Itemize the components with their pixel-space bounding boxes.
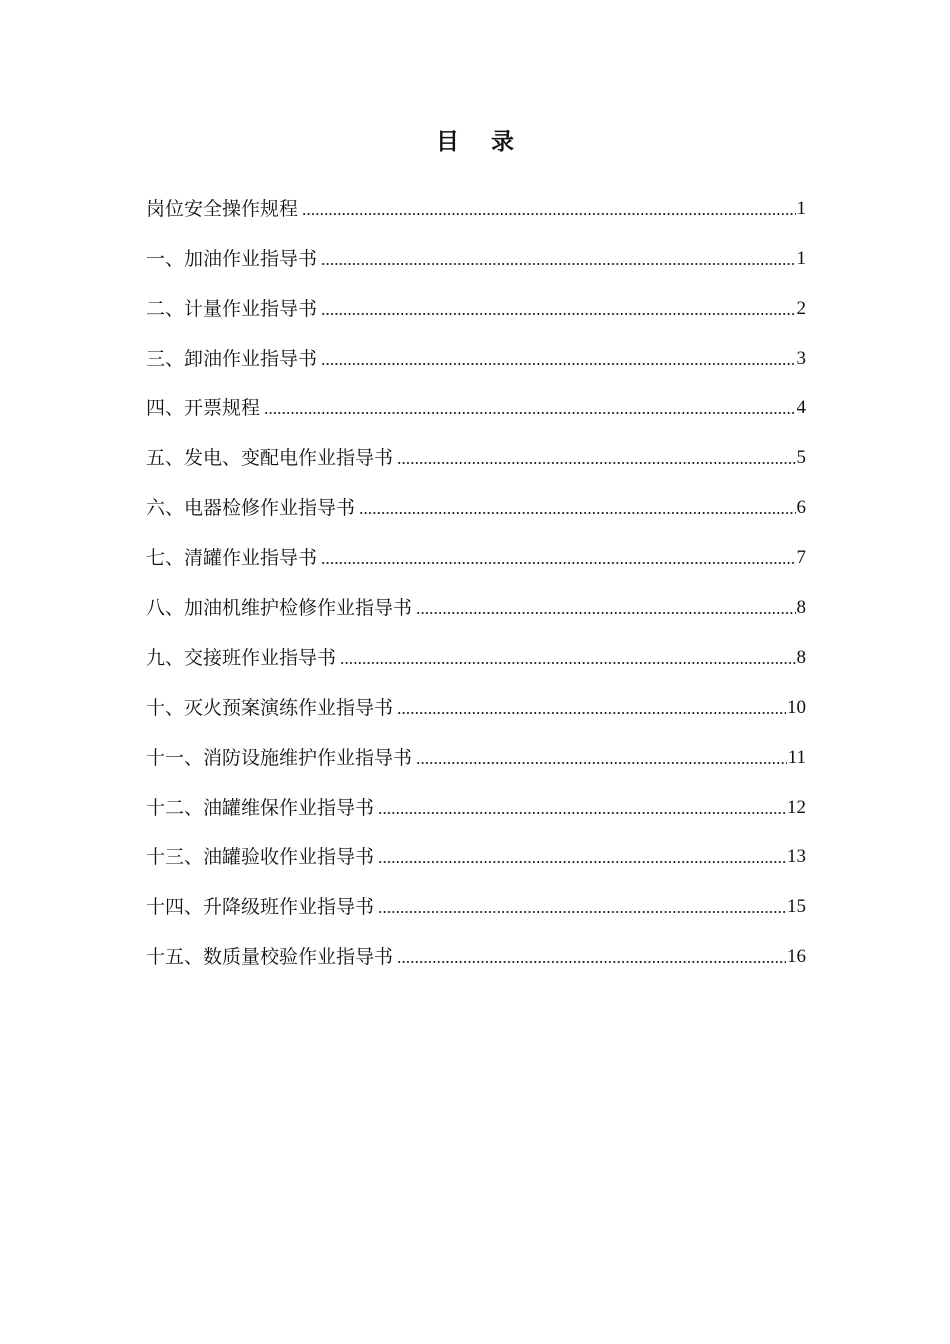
- dot-leader: [378, 852, 786, 864]
- dot-leader: [397, 952, 786, 964]
- dot-leader: [321, 354, 795, 366]
- toc-entry-label: 十、灭火预案演练作业指导书: [146, 696, 394, 719]
- toc-entry-page: 10: [787, 696, 806, 718]
- toc-entry[interactable]: [146, 426, 806, 476]
- toc-entry[interactable]: [146, 925, 806, 975]
- toc-entry[interactable]: [146, 826, 806, 876]
- toc-entry-label: 二、计量作业指导书: [146, 297, 318, 320]
- dot-leader: [359, 503, 795, 515]
- toc-entry[interactable]: [146, 277, 806, 327]
- toc-entry[interactable]: [146, 626, 806, 676]
- toc-entry-page: 7: [796, 547, 806, 569]
- dot-leader: [397, 703, 786, 715]
- dot-leader: [321, 304, 795, 316]
- toc-entry-page: 8: [796, 646, 806, 668]
- toc-entry-page: 1: [796, 247, 806, 269]
- toc-entry-label: 岗位安全操作规程: [146, 197, 299, 220]
- toc-entry-label: 十二、油罐维保作业指导书: [146, 796, 375, 819]
- toc-entry-label: 七、清罐作业指导书: [146, 547, 318, 570]
- toc-entry[interactable]: [146, 526, 806, 576]
- toc-entry-page: 13: [787, 846, 806, 868]
- toc-entry-page: 3: [796, 347, 806, 369]
- dot-leader: [264, 403, 795, 415]
- toc-entry-label: 八、加油机维护检修作业指导书: [146, 597, 413, 620]
- toc-entry-page: 8: [796, 597, 806, 619]
- dot-leader: [416, 603, 795, 615]
- toc-entry-page: 4: [796, 397, 806, 419]
- toc-entry-label: 九、交接班作业指导书: [146, 646, 337, 669]
- toc-entry[interactable]: [146, 576, 806, 626]
- dot-leader: [378, 902, 786, 914]
- toc-entry[interactable]: [146, 676, 806, 726]
- dot-leader: [302, 204, 795, 216]
- toc-entry[interactable]: [146, 875, 806, 925]
- toc-entry-label: 六、电器检修作业指导书: [146, 497, 356, 520]
- dot-leader: [378, 803, 786, 815]
- toc-entry-label: 五、发电、变配电作业指导书: [146, 447, 394, 470]
- toc-entry[interactable]: [146, 476, 806, 526]
- toc-entry-label: 十三、油罐验收作业指导书: [146, 846, 375, 869]
- toc-entry[interactable]: [146, 227, 806, 277]
- toc-entry[interactable]: [146, 377, 806, 427]
- dot-leader: [340, 653, 795, 665]
- toc-entry-label: 十一、消防设施维护作业指导书: [146, 746, 413, 769]
- toc-entry-page: 16: [787, 946, 806, 968]
- toc-entry-label: 十五、数质量校验作业指导书: [146, 946, 394, 969]
- toc-entry-label: 一、加油作业指导书: [146, 247, 318, 270]
- dot-leader: [321, 254, 795, 266]
- toc-entry-page: 2: [796, 297, 806, 319]
- dot-leader: [397, 453, 795, 465]
- toc-entry-page: 5: [796, 447, 806, 469]
- dot-leader: [416, 753, 787, 765]
- toc-entry-label: 四、开票规程: [146, 397, 261, 420]
- toc-title: 目 录: [435, 128, 526, 155]
- toc-entry-page: 1: [796, 197, 806, 219]
- toc-entry-page: 15: [787, 896, 806, 918]
- toc-entry-page: 12: [787, 796, 806, 818]
- toc-entry-label: 三、卸油作业指导书: [146, 347, 318, 370]
- toc-list: [146, 177, 806, 975]
- toc-entry-page: 11: [787, 746, 806, 768]
- dot-leader: [321, 553, 795, 565]
- toc-entry[interactable]: [146, 177, 806, 227]
- toc-entry[interactable]: [146, 776, 806, 826]
- toc-entry-label: 十四、升降级班作业指导书: [146, 896, 375, 919]
- toc-entry-page: 6: [796, 497, 806, 519]
- toc-entry[interactable]: [146, 726, 806, 776]
- toc-entry[interactable]: [146, 327, 806, 377]
